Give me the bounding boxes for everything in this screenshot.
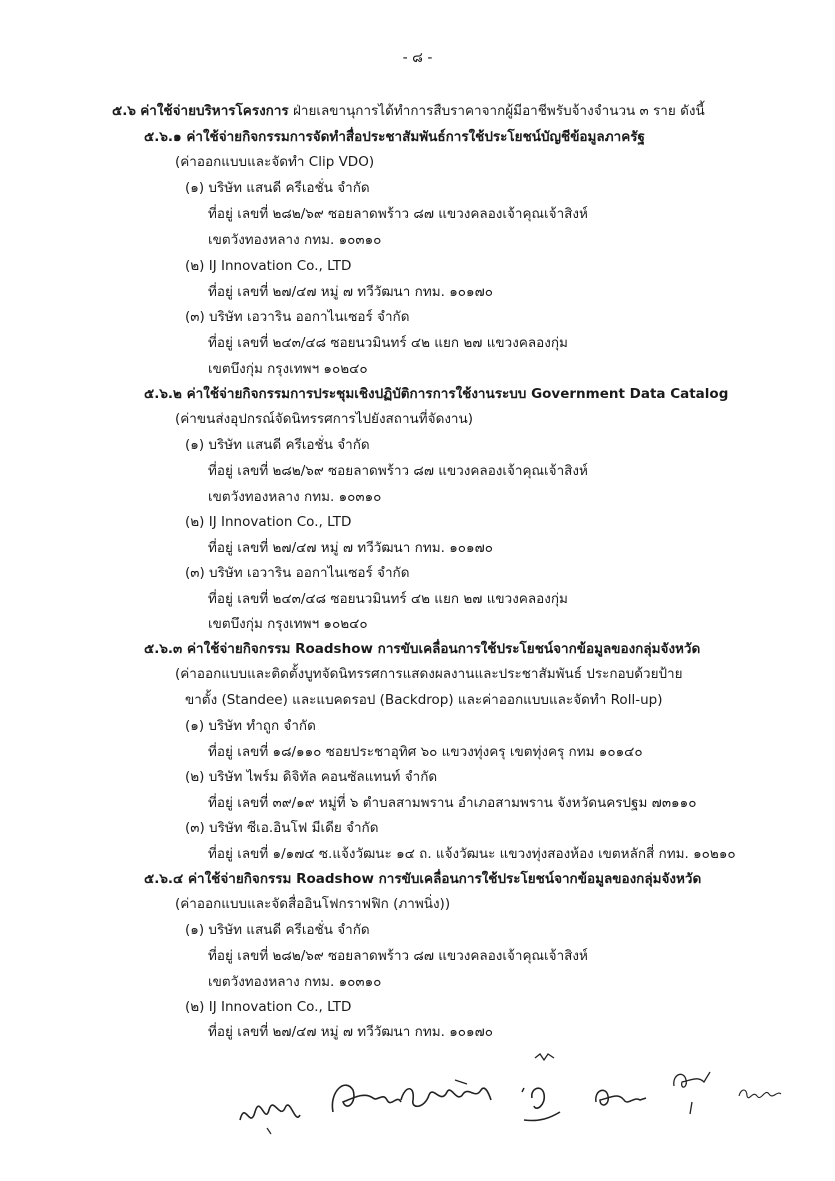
subsection-note: (ค่าออกแบบและจัดสื่ออินโฟกราฟฟิก (ภาพนิ่ง)) xyxy=(175,896,451,912)
signature-3 xyxy=(395,1070,495,1120)
vendor-address: ที่อยู่ เลขที่ ๑/๑๗๔ ซ.แจ้งวัฒนะ ๑๔ ถ. แจ้งวัฒนะ แขวงทุ่งสองห้อง เขตหลักสี่ กทม. ๑๐๒๑๐ xyxy=(208,846,736,862)
vendor-label: (๒) IJ Innovation Co., LTD xyxy=(185,514,352,530)
signature-2 xyxy=(325,1072,405,1124)
vendor-label: (๒) IJ Innovation Co., LTD xyxy=(185,999,352,1015)
vendor-address: เขตบึงกุ่ม กรุงเทพฯ ๑๐๒๔๐ xyxy=(208,361,368,377)
vendor-address: เขตวังทองหลาง กทม. ๑๐๓๑๐ xyxy=(208,232,382,248)
subsection-title: ๕.๖.๑ ค่าใช้จ่ายกิจกรรมการจัดทำสื่อประชาสัมพันธ์การใช้ประโยชน์บัญชีข้อมูลภาครัฐ xyxy=(144,129,645,145)
subsection-title: ๕.๖.๒ ค่าใช้จ่ายกิจกรรมการประชุมเชิงปฏิบัติการการใช้งานระบบ Government Data Catalog xyxy=(144,386,729,402)
vendor-address: ที่อยู่ เลขที่ ๒๗/๔๗ หมู่ ๗ ทวีวัฒนา กทม. ๑๐๑๗๐ xyxy=(208,284,493,300)
subsection-title: ๕.๖.๓ ค่าใช้จ่ายกิจกรรม Roadshow การขับเคลื่อนการใช้ประโยชน์จากข้อมูลของกลุ่มจังหวัด xyxy=(144,641,701,657)
vendor-address: ที่อยู่ เลขที่ ๒๗/๔๗ หมู่ ๗ ทวีวัฒนา กทม. ๑๐๑๗๐ xyxy=(208,540,493,556)
heading-number: ๕.๖ xyxy=(112,103,136,119)
signature-5 xyxy=(590,1078,650,1118)
vendor-address: ที่อยู่ เลขที่ ๑๘/๑๑๐ ซอยประชาอุทิศ ๖๐ แขวงทุ่งครุ เขตทุ่งครุ กทม ๑๐๑๔๐ xyxy=(208,744,643,760)
vendor-label: (๒) บริษัท ไพร์ม ดิจิทัล คอนซัลแทนท์ จำกัด xyxy=(185,769,438,785)
vendor-label: (๑) บริษัท แสนดี ครีเอชั่น จำกัด xyxy=(185,180,370,196)
signature-4 xyxy=(510,1050,570,1130)
section-heading xyxy=(112,101,705,121)
signature-1 xyxy=(235,1090,305,1140)
signature-7 xyxy=(735,1080,785,1104)
vendor-address: ที่อยู่ เลขที่ ๒๔๓/๔๘ ซอยนวมินทร์ ๔๒ แยก ๒๗ แขวงคลองกุ่ม xyxy=(208,335,568,351)
vendor-address: เขตวังทองหลาง กทม. ๑๐๓๑๐ xyxy=(208,489,382,505)
vendor-address: ที่อยู่ เลขที่ ๒๘๒/๖๙ ซอยลาดพร้าว ๘๗ แขวงคลองเจ้าคุณเจ้าสิงห์ xyxy=(208,463,588,479)
vendor-label: (๑) บริษัท แสนดี ครีเอชั่น จำกัด xyxy=(185,437,370,453)
vendor-address: ที่อยู่ เลขที่ ๒๘๒/๖๙ ซอยลาดพร้าว ๘๗ แขวงคลองเจ้าคุณเจ้าสิงห์ xyxy=(208,948,588,964)
vendor-label: (๒) IJ Innovation Co., LTD xyxy=(185,258,352,274)
vendor-label: (๑) บริษัท แสนดี ครีเอชั่น จำกัด xyxy=(185,922,370,938)
vendor-label: (๓) บริษัท เอวาริน ออกาไนเซอร์ จำกัด xyxy=(185,309,410,325)
heading-text: ฝ่ายเลขานุการได้ทำการสืบราคาจากผู้มีอาชีพรับจ้างจำนวน ๓ ราย ดังนี้ xyxy=(292,103,705,119)
vendor-label: (๓) บริษัท ซีเอ.อินโฟ มีเดีย จำกัด xyxy=(185,820,379,836)
vendor-address: ที่อยู่ เลขที่ ๓๙/๑๙ หมู่ที่ ๖ ตำบลสามพราน อำเภอสามพราน จังหวัดนครปฐม ๗๓๑๑๐ xyxy=(208,795,697,811)
page-number: - ๘ - xyxy=(402,50,433,66)
vendor-address: เขตบึงกุ่ม กรุงเทพฯ ๑๐๒๔๐ xyxy=(208,616,368,632)
heading-title: ค่าใช้จ่ายบริหารโครงการ xyxy=(140,103,289,119)
subsection-title: ๕.๖.๔ ค่าใช้จ่ายกิจกรรม Roadshow การขับเคลื่อนการใช้ประโยชน์จากข้อมูลของกลุ่มจังหวัด xyxy=(144,871,702,887)
vendor-address: เขตวังทองหลาง กทม. ๑๐๓๑๐ xyxy=(208,974,382,990)
subsection-note: (ค่าออกแบบและติดตั้งบูทจัดนิทรรศการแสดงผลงานและประชาสัมพันธ์ ประกอบด้วยป้าย xyxy=(175,666,683,682)
vendor-label: (๑) บริษัท ทำถูก จำกัด xyxy=(185,718,316,734)
subsection-note: (ค่าขนส่งอุปกรณ์จัดนิทรรศการไปยังสถานที่จัดงาน) xyxy=(175,411,474,427)
vendor-address: ที่อยู่ เลขที่ ๒๔๓/๔๘ ซอยนวมินทร์ ๔๒ แยก ๒๗ แขวงคลองกุ่ม xyxy=(208,591,568,607)
vendor-address: ที่อยู่ เลขที่ ๒๗/๔๗ หมู่ ๗ ทวีวัฒนา กทม. ๑๐๑๗๐ xyxy=(208,1024,493,1040)
vendor-label: (๓) บริษัท เอวาริน ออกาไนเซอร์ จำกัด xyxy=(185,565,410,581)
vendor-address: ที่อยู่ เลขที่ ๒๘๒/๖๙ ซอยลาดพร้าว ๘๗ แขวงคลองเจ้าคุณเจ้าสิงห์ xyxy=(208,206,588,222)
subsection-note: (ค่าออกแบบและจัดทำ Clip VDO) xyxy=(175,154,375,170)
subsection-note: ขาตั้ง (Standee) และแบคดรอป (Backdrop) และค่าออกแบบและจัดทำ Roll-up) xyxy=(185,692,663,708)
signature-6 xyxy=(668,1062,718,1122)
